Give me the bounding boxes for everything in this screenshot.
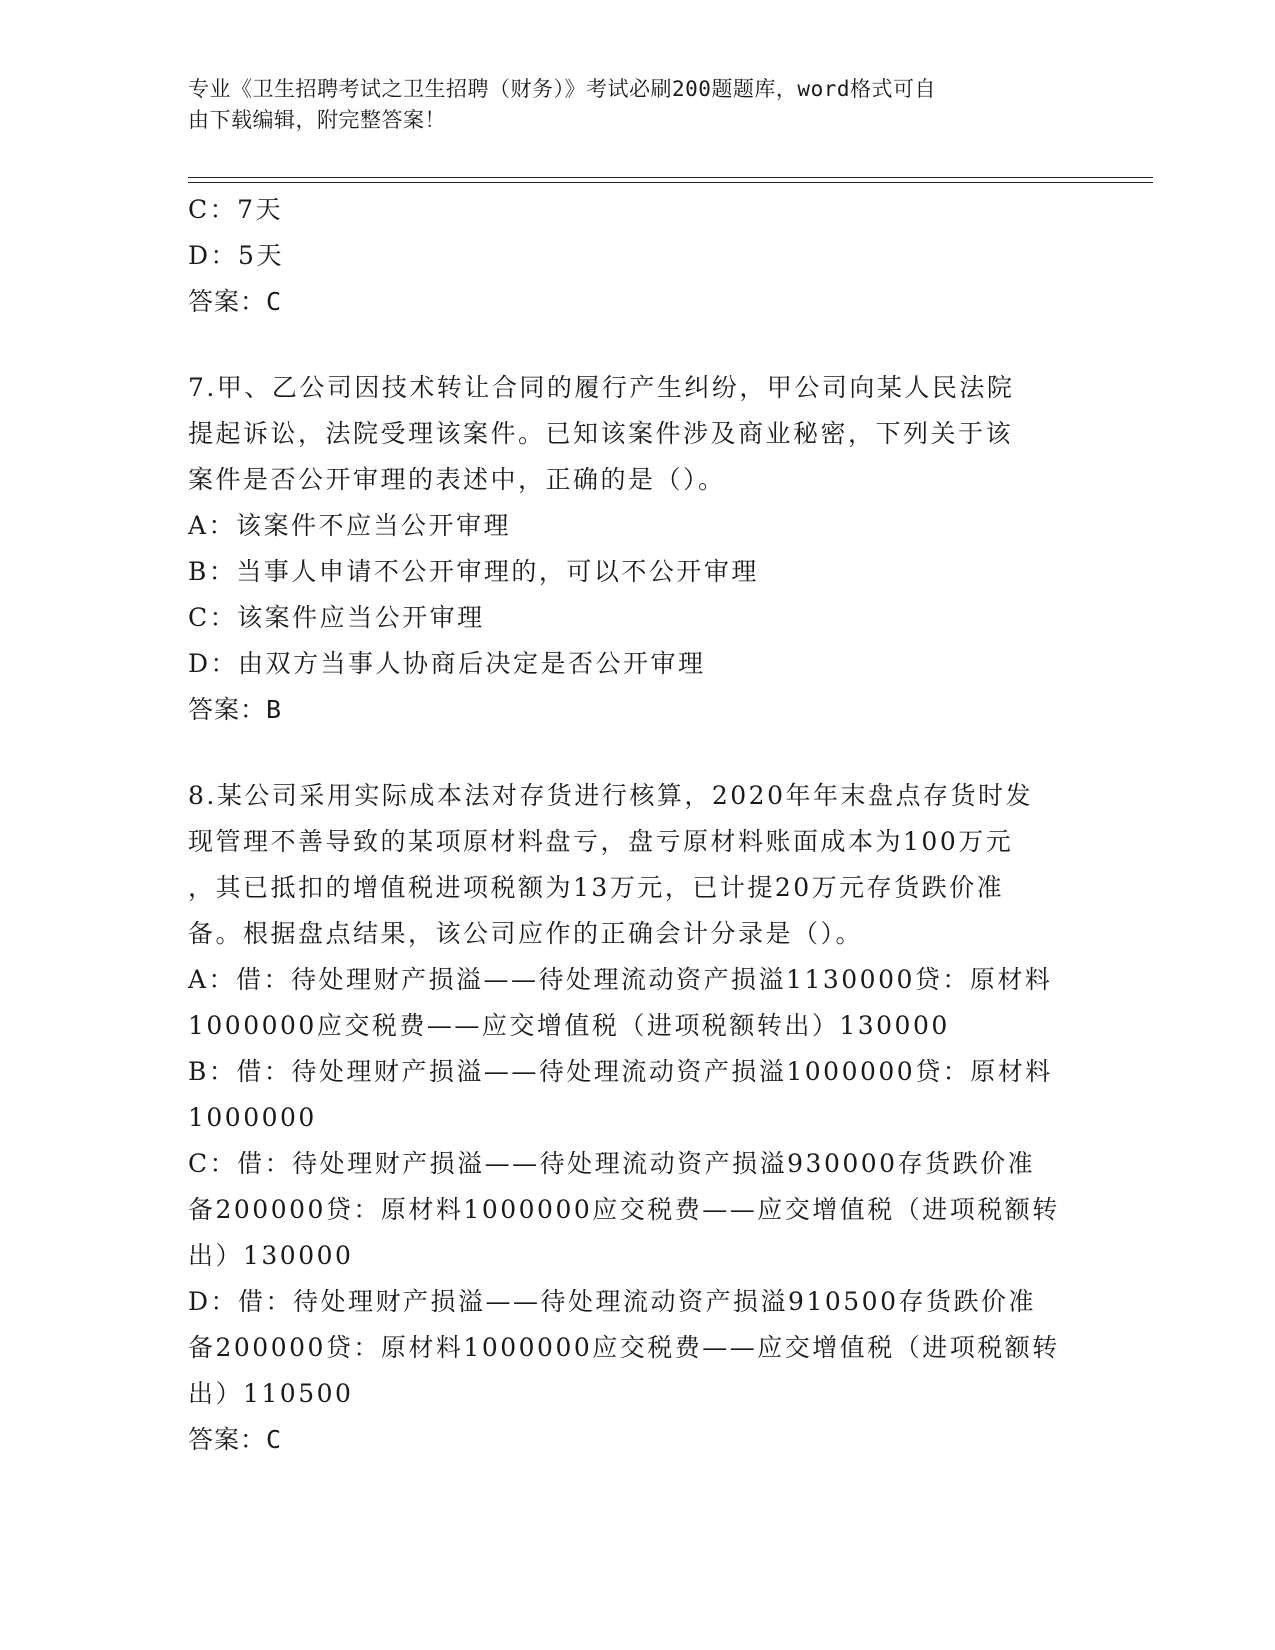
question-stem-line: ，其已抵扣的增值税进项税额为13万元，已计提20万元存货跌价准	[188, 873, 1005, 902]
option-b: B：当事人申请不公开审理的，可以不公开审理	[188, 557, 759, 586]
header-divider-top	[188, 177, 1153, 178]
option-d-continued: 备200000贷：原材料1000000应交税费——应交增值税（进项税额转	[188, 1333, 1060, 1362]
option-c: C：7天	[188, 195, 284, 224]
question-7	[188, 365, 1078, 733]
question-stem-line: 7.甲、乙公司因技术转让合同的履行产生纠纷，甲公司向某人民法院	[188, 373, 1015, 402]
answer-line	[188, 279, 1078, 325]
option-d-continued: 出）110500	[188, 1379, 354, 1408]
answer-label: 答案：	[188, 287, 267, 316]
header-line-1: 专业《卫生招聘考试之卫生招聘（财务）》考试必刷200题题库，word格式可自	[188, 77, 936, 101]
question-8	[188, 773, 1078, 1463]
answer-line	[188, 1417, 1078, 1463]
spacer	[188, 325, 1078, 365]
question-stem-line: 案件是否公开审理的表述中，正确的是（）。	[188, 465, 726, 494]
option-a-continued: 1000000应交税费——应交增值税（进项税额转出）130000	[188, 1011, 950, 1040]
option-d: D：由双方当事人协商后决定是否公开审理	[188, 649, 706, 678]
answer-line	[188, 687, 1078, 733]
option-a: A：该案件不应当公开审理	[188, 511, 512, 540]
option-d: D：借：待处理财产损溢——待处理流动资产损溢910500存货跌价准	[188, 1287, 1036, 1316]
question-stem-line: 现管理不善导致的某项原材料盘亏，盘亏原材料账面成本为100万元	[188, 827, 1014, 856]
document-body	[188, 187, 1078, 1463]
header-line-2: 由下载编辑，附完整答案！	[188, 108, 446, 132]
option-c: C：该案件应当公开审理	[188, 603, 485, 632]
question-stem-line: 提起诉讼，法院受理该案件。已知该案件涉及商业秘密，下列关于该	[188, 419, 1014, 448]
option-b: B：借：待处理财产损溢——待处理流动资产损溢1000000贷：原材料	[188, 1057, 1053, 1086]
answer-label: 答案：	[188, 695, 267, 724]
option-d: D：5天	[188, 241, 284, 270]
question-stem-line: 8.某公司采用实际成本法对存货进行核算，2020年年末盘点存货时发	[188, 781, 1033, 810]
option-c-continued: 出）130000	[188, 1241, 354, 1270]
option-b-continued: 1000000	[188, 1103, 317, 1132]
option-a: A：借：待处理财产损溢——待处理流动资产损溢1130000贷：原材料	[188, 965, 1053, 994]
option-c: C：借：待处理财产损溢——待处理流动资产损溢930000存货跌价准	[188, 1149, 1036, 1178]
option-c-continued: 备200000贷：原材料1000000应交税费——应交增值税（进项税额转	[188, 1195, 1060, 1224]
answer-label: 答案：	[188, 1425, 267, 1454]
spacer	[188, 733, 1078, 773]
question-stem-line: 备。根据盘点结果，该公司应作的正确会计分录是（）。	[188, 919, 864, 948]
header-divider-bottom	[188, 182, 1153, 183]
answer-value: B	[266, 695, 283, 724]
answer-value: C	[266, 1425, 283, 1454]
previous-question-tail	[188, 187, 1078, 325]
answer-value: C	[266, 287, 283, 316]
document-header	[188, 74, 1068, 136]
